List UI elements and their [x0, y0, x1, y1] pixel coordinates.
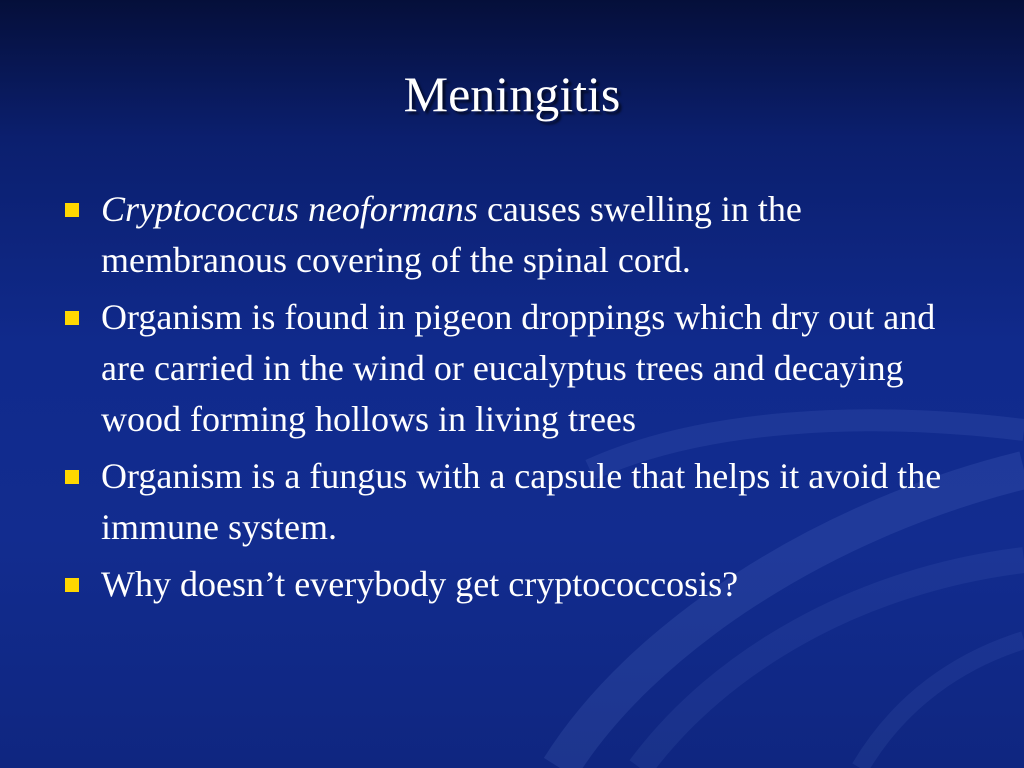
square-bullet-icon	[65, 470, 79, 484]
bullet-text: Why doesn’t everybody get cryptococcosis?	[101, 564, 739, 604]
bullet-text: Organism is a fungus with a capsule that helps it avoid the immune system.	[101, 456, 942, 547]
bullet-item	[60, 451, 970, 553]
bullet-item	[60, 292, 970, 445]
bullet-item	[60, 184, 970, 286]
square-bullet-icon	[65, 578, 79, 592]
bullet-text: causes swelling in the membranous covering of the spinal cord.	[101, 189, 802, 280]
bullet-italic-lead: Cryptococcus neoformans	[101, 189, 478, 229]
bullet-text: Organism is found in pigeon droppings which dry out and are carried in the wind or eucalyptus trees and decaying wood forming hollows in living trees	[101, 297, 936, 439]
square-bullet-icon	[65, 311, 79, 325]
square-bullet-icon	[65, 203, 79, 217]
bullet-item	[60, 559, 970, 610]
slide-title: Meningitis	[403, 66, 621, 122]
bullet-list	[60, 184, 970, 616]
